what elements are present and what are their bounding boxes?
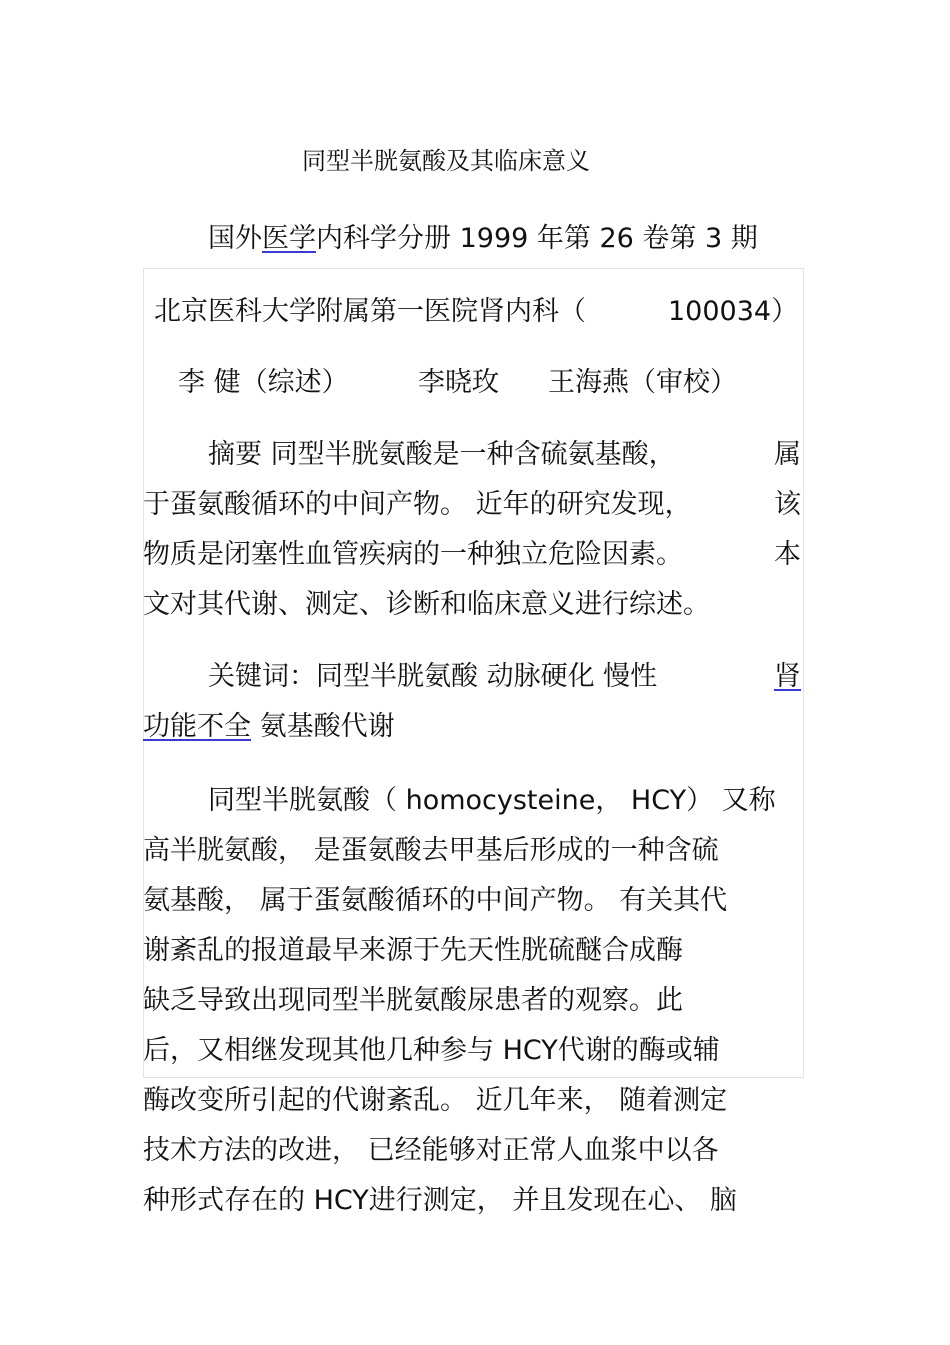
body-line-6: 后，又相继发现其他几种参与 HCY代谢的酶或辅 [143, 1035, 720, 1066]
keywords-line-1-link [774, 660, 801, 694]
abstract-line-3: 物质是闭塞性血管疾病的一种独立危险因素。 [143, 539, 683, 570]
abstract-line-1: 摘要 同型半胱氨酸是一种含硫氨基酸， [208, 439, 676, 470]
body-line-4: 谢紊乱的报道最早来源于先天性胱硫醚合成酶 [143, 935, 683, 966]
abstract-line-1-end: 属 [774, 439, 801, 470]
affiliation-text: 北京医科大学附属第一医院肾内科（ [154, 296, 586, 327]
abstract-line-2-end: 该 [774, 489, 801, 520]
author-2: 李晓玫 [418, 367, 499, 398]
body-line-2: 高半胱氨酸， 是蛋氨酸去甲基后形成的一种含硫 [143, 835, 719, 866]
source-link-medicine[interactable]: 医学 [262, 223, 316, 254]
body-line-8: 技术方法的改进， 已经能够对正常人血浆中以各 [143, 1135, 719, 1166]
keyword-link-kidney[interactable]: 肾 [774, 661, 801, 692]
source-rest: 内科学分册 1999 年第 26 卷第 3 期 [316, 223, 758, 254]
body-line-3: 氨基酸， 属于蛋氨酸循环的中间产物。 有关其代 [143, 885, 728, 916]
keywords-line-1: 关键词：同型半胱氨酸 动脉硬化 慢性 [208, 661, 658, 692]
source-prefix: 国外 [208, 223, 262, 254]
source-line [208, 222, 758, 256]
author-3: 王海燕（审校） [548, 367, 737, 398]
author-1: 李 健（综述） [178, 367, 349, 398]
affiliation-line [154, 295, 586, 329]
abstract-line-4: 文对其代谢、测定、诊断和临床意义进行综述。 [143, 589, 710, 620]
body-line-5: 缺乏导致出现同型半胱氨酸尿患者的观察。此 [143, 985, 683, 1016]
keyword-link-renal-insufficiency[interactable]: 功能不全 [143, 711, 251, 742]
body-line-7: 酶改变所引起的代谢紊乱。 近几年来， 随着测定 [143, 1085, 728, 1116]
keywords-line-2 [143, 710, 395, 744]
abstract-line-3-end: 本 [774, 539, 801, 570]
keywords-rest: 氨基酸代谢 [251, 711, 395, 742]
abstract-line-2: 于蛋氨酸循环的中间产物。 近年的研究发现， [143, 489, 692, 520]
document-title: 同型半胱氨酸及其临床意义 [302, 147, 590, 175]
body-line-9: 种形式存在的 HCY进行测定， 并且发现在心、 脑 [143, 1185, 737, 1216]
body-line-1: 同型半胱氨酸（ homocysteine， HCY） 又称 [208, 785, 776, 816]
affiliation-postcode: 100034） [668, 296, 799, 327]
